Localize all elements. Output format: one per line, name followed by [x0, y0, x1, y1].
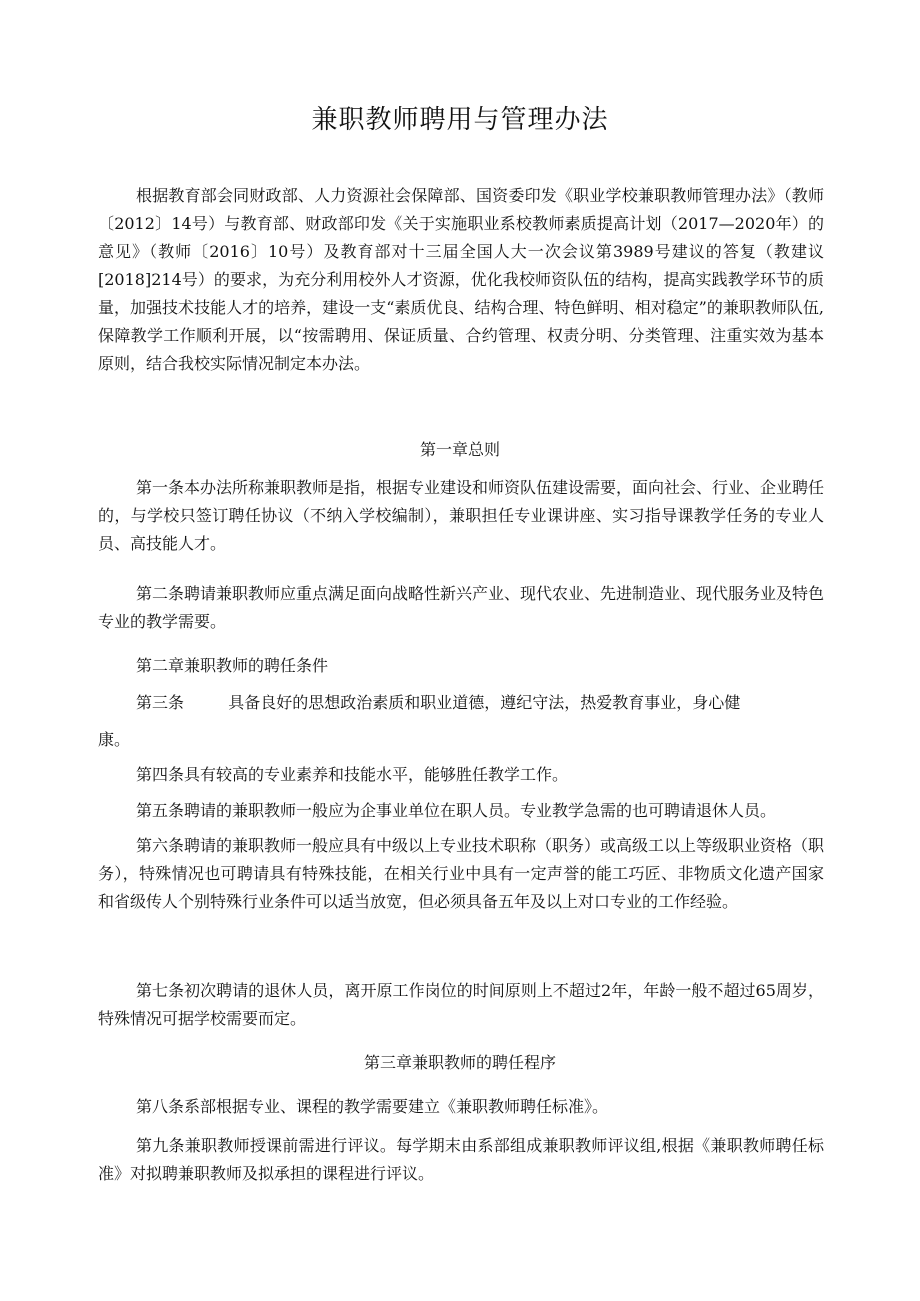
article-3-text: 具备良好的思想政治素质和职业道德，遵纪守法，热爱教育事业，身心健 [228, 693, 741, 712]
article-8: 第八条系部根据专业、课程的教学需要建立《兼职教师聘任标准》。 [136, 1097, 609, 1116]
article-3-line [136, 689, 740, 717]
article-5: 第五条聘请的兼职教师一般应为企事业单位在职人员。专业教学急需的也可聘请退休人员。 [136, 801, 777, 820]
intro-paragraph: 根据教育部会同财政部、人力资源社会保障部、国资委印发《职业学校兼职教师管理办法》（教师〔2012〕14号）与教育部、财政部印发《关于实施职业系校教师素质提高计划（2017—2020年）的意见》（教师〔2016〕10号）及教育部对十三届全国人大一次会议第3989号建议的答复（教建议[2018]214号）的要求，为充分利用校外人才资源，优化我校师资队伍的结构，提高实践教学环节的质量，加强技术技能人才的培养，建设一支“素质优良、结构合理、特色鲜明、相对稳定”的兼职教师队伍,保障教学工作顺利开展，以“按需聘用、保证质量、合约管理、权责分明、分类管理、注重实效为基本原则，结合我校实际情况制定本办法。 [98, 186, 824, 373]
chapter-3-heading: 第三章兼职教师的聘任程序 [363, 1053, 556, 1072]
article-2: 第二条聘请兼职教师应重点满足面向战略性新兴产业、现代农业、先进制造业、现代服务业及特色专业的教学需要。 [98, 584, 825, 631]
chapter-2-heading: 第二章兼职教师的聘任条件 [136, 656, 329, 675]
article-3-continuation: 康。 [98, 730, 131, 749]
article-9: 第九条兼职教师授课前需进行评议。每学期末由系部组成兼职教师评议组,根据《兼职教师聘任标准》对拟聘兼职教师及拟承担的课程进行评议。 [98, 1136, 824, 1183]
chapter-1-heading: 第一章总则 [419, 440, 500, 459]
article-7: 第七条初次聘请的退休人员，离开原工作岗位的时间原则上不超过2年，年龄一般不超过65周岁，特殊情况可据学校需要而定。 [98, 981, 824, 1028]
article-3-label: 第三条 [136, 693, 185, 712]
article-4: 第四条具有较高的专业素养和技能水平，能够胜任教学工作。 [136, 765, 569, 784]
article-6: 第六条聘请的兼职教师一般应具有中级以上专业技术职称（职务）或高级工以上等级职业资格（职务），特殊情况也可聘请具有特殊技能，在相关行业中具有一定声誉的能工巧匠、非物质文化遗产国家和省级传人个别特殊行业条件可以适当放宽，但必须具备五年及以上对口专业的工作经验。 [98, 836, 825, 911]
document-title: 兼职教师聘用与管理办法 [311, 105, 609, 135]
article-1: 第一条本办法所称兼职教师是指，根据专业建设和师资队伍建设需要，面向社会、行业、企业聘任的，与学校只签订聘任协议（不纳入学校编制），兼职担任专业课讲座、实习指导课教学任务的专业人员、高技能人才。 [98, 478, 825, 553]
